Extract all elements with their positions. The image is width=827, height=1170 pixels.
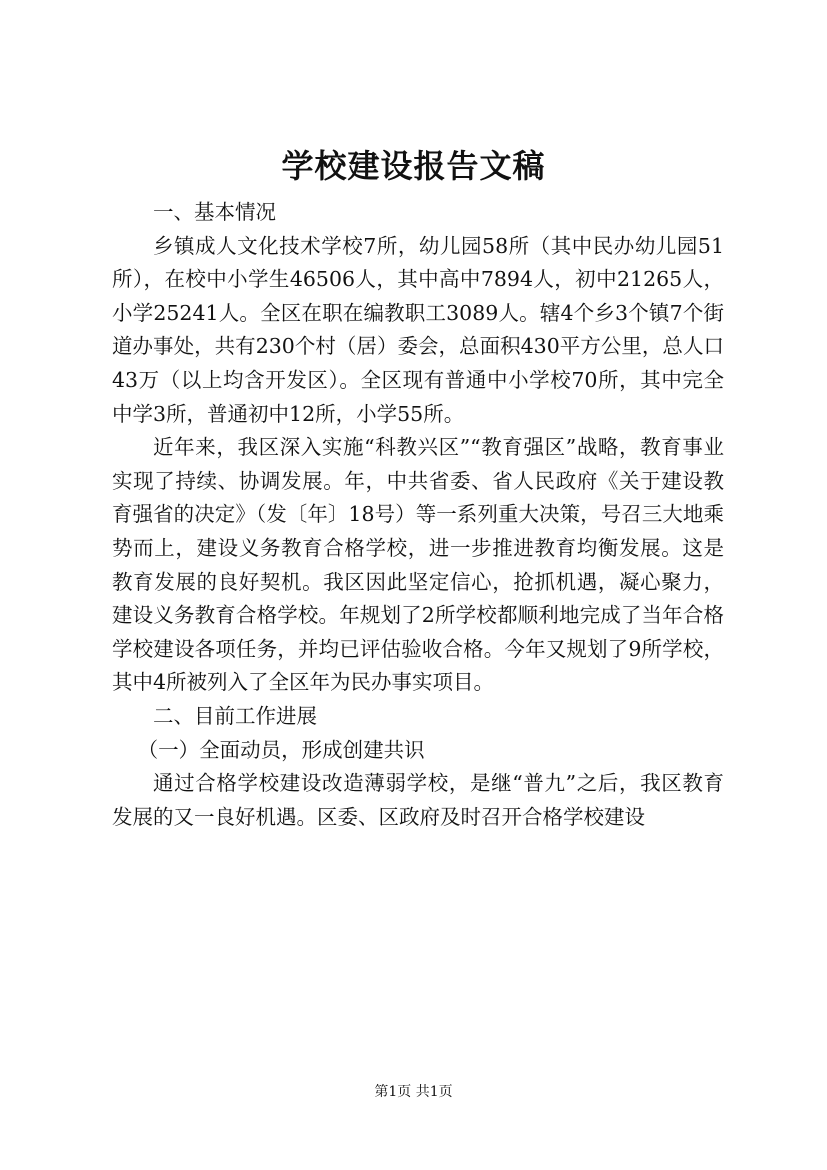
section-heading-basic-situation: 一、基本情况 xyxy=(153,200,276,224)
body-paragraph: 乡镇成人文化技术学校7所，幼儿园58所（其中民办幼儿园51所），在校中小学生46506人，其中高中7894人，初中21265人，小学25241人。全区在职在编教职工3089人。辖4个乡3个镇7个街道办事处，共有230个村（居）委会，总面积430平方公里，总人口43万（以上均含开发区）。全区现有普通中小学校70所，其中完全中学3所，普通初中12所，小学55所。 xyxy=(112,233,724,426)
body-paragraph: 近年来，我区深入实施“科教兴区”“教育强区”战略，教育事业实现了持续、协调发展。年，中共省委、省人民政府《关于建设教育强省的决定》（发〔年〕18号）等一系列重大决策，号召三大地乘势而上，建设义务教育合格学校，进一步推进教育均衡发展。这是教育发展的良好契机。我区因此坚定信心，抢抓机遇，凝心聚力，建设义务教育合格学校。年规划了2所学校都顺利地完成了当年合格学校建设各项任务，并均已评估验收合格。今年又规划了9所学校，其中4所被列入了全区年为民办事实项目。 xyxy=(112,435,724,695)
document-body xyxy=(112,196,724,834)
subsection-heading: （一）全面动员，形成创建共识 xyxy=(137,737,425,762)
document-title: 学校建设报告文稿 xyxy=(281,147,546,185)
body-paragraph: 通过合格学校建设改造薄弱学校，是继“普九”之后，我区教育发展的又一良好机遇。区委、区政府及时召开合格学校建设 xyxy=(112,771,724,829)
page-number-footer: 第1页 共1页 xyxy=(374,1084,453,1100)
section-heading-progress: 二、目前工作进展 xyxy=(153,703,317,728)
